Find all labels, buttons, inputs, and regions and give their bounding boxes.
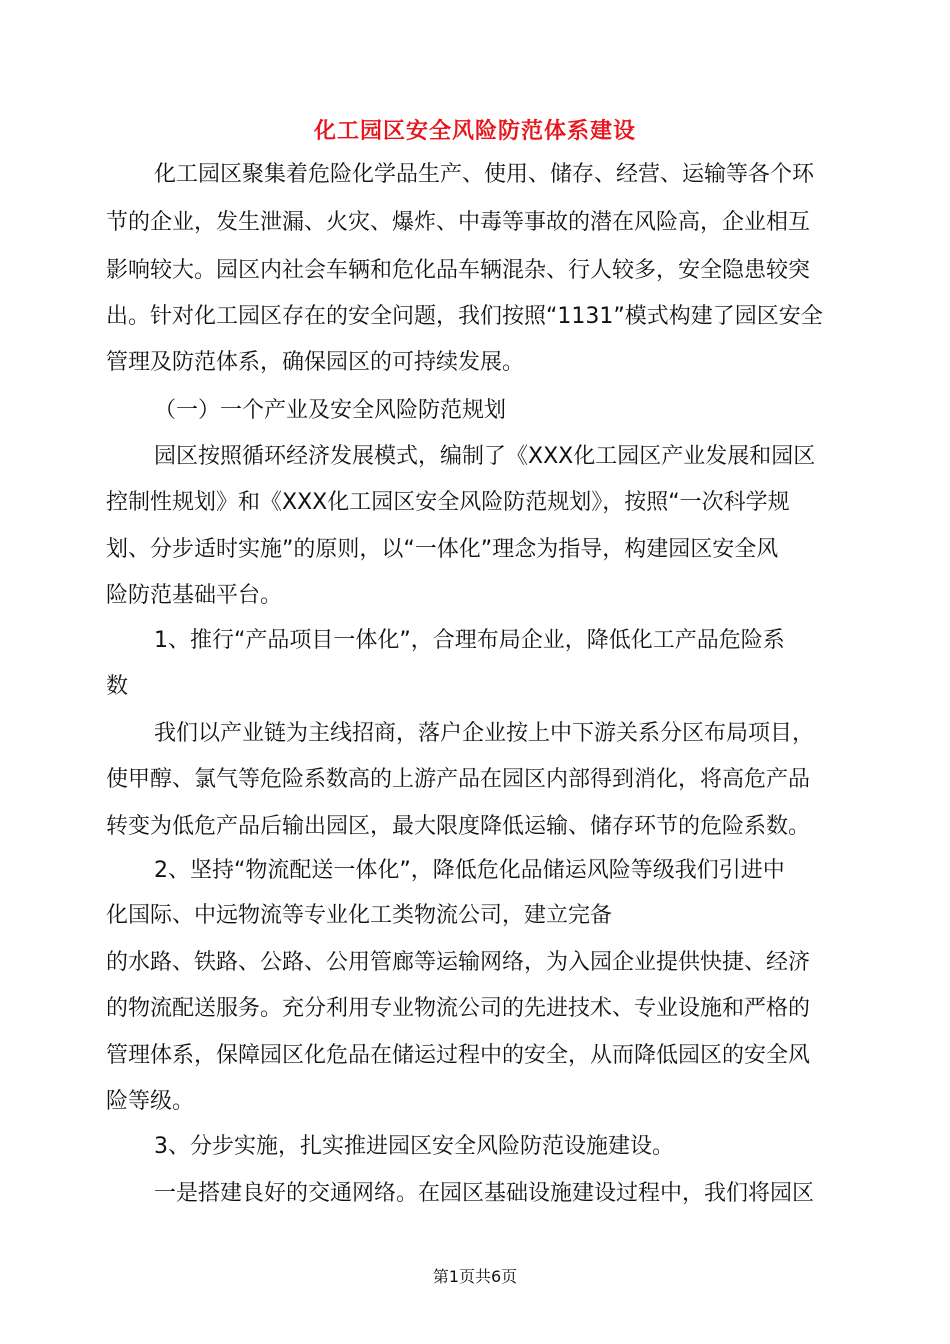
text-line: 转变为低危产品后输出园区，最大限度降低运输、储存环节的危险系数。 bbox=[106, 814, 811, 839]
text-line: 化国际、中远物流等专业化工类物流公司，建立完备 bbox=[106, 903, 613, 928]
text-line: 使甲醇、氯气等危险系数高的上游产品在园区内部得到消化，将高危产品 bbox=[106, 767, 811, 792]
text-line: 出。针对化工园区存在的安全问题，我们按照“1131”模式构建了园区安全 bbox=[106, 304, 823, 329]
text-line: 园区按照循环经济发展模式，编制了《XXX化工园区产业发展和园区 bbox=[154, 444, 816, 469]
text-line: 控制性规划》和《XXX化工园区安全风险防范规划》，按照“一次科学规 bbox=[106, 490, 790, 515]
text-line: 险等级。 bbox=[106, 1089, 195, 1114]
text-line: 险防范基础平台。 bbox=[106, 583, 283, 608]
text-line: 节的企业，发生泄漏、火灾、爆炸、中毒等事故的潜在风险高，企业相互 bbox=[106, 210, 811, 235]
section-heading: （一）一个产业及安全风险防范规划 bbox=[154, 398, 507, 423]
text-line: 我们以产业链为主线招商，落户企业按上中下游关系分区布局项目， bbox=[154, 721, 815, 746]
subsection-heading: 2、坚持“物流配送一体化”，降低危化品储运风险等级我们引进中 bbox=[154, 858, 785, 883]
text-line: 管理及防范体系，确保园区的可持续发展。 bbox=[106, 350, 525, 375]
page-footer: 第1页共6页 bbox=[432, 1267, 518, 1286]
document-title: 化工园区安全风险防范体系建设 bbox=[313, 119, 636, 144]
text-line: 化工园区聚集着危险化学品生产、使用、储存、经营、运输等各个环 bbox=[154, 162, 815, 187]
text-line: 管理体系，保障园区化危品在储运过程中的安全，从而降低园区的安全风 bbox=[106, 1043, 811, 1068]
text-line: 影响较大。园区内社会车辆和危化品车辆混杂、行人较多，安全隐患较突 bbox=[106, 258, 811, 283]
text-line: 的水路、铁路、公路、公用管廊等运输网络，为入园企业提供快捷、经济 bbox=[106, 950, 811, 975]
text-line: 划、分步适时实施”的原则，以“一体化”理念为指导，构建园区安全风 bbox=[106, 537, 779, 562]
subsection-heading: 1、推行“产品项目一体化”，合理布局企业，降低化工产品危险系 bbox=[154, 628, 785, 653]
subsection-heading: 3、分步实施，扎实推进园区安全风险防范设施建设。 bbox=[154, 1134, 674, 1159]
text-line: 的物流配送服务。充分利用专业物流公司的先进技术、专业设施和严格的 bbox=[106, 996, 811, 1021]
text-line: 数 bbox=[106, 674, 129, 699]
text-line: 一是搭建良好的交通网络。在园区基础设施建设过程中，我们将园区 bbox=[154, 1181, 815, 1206]
